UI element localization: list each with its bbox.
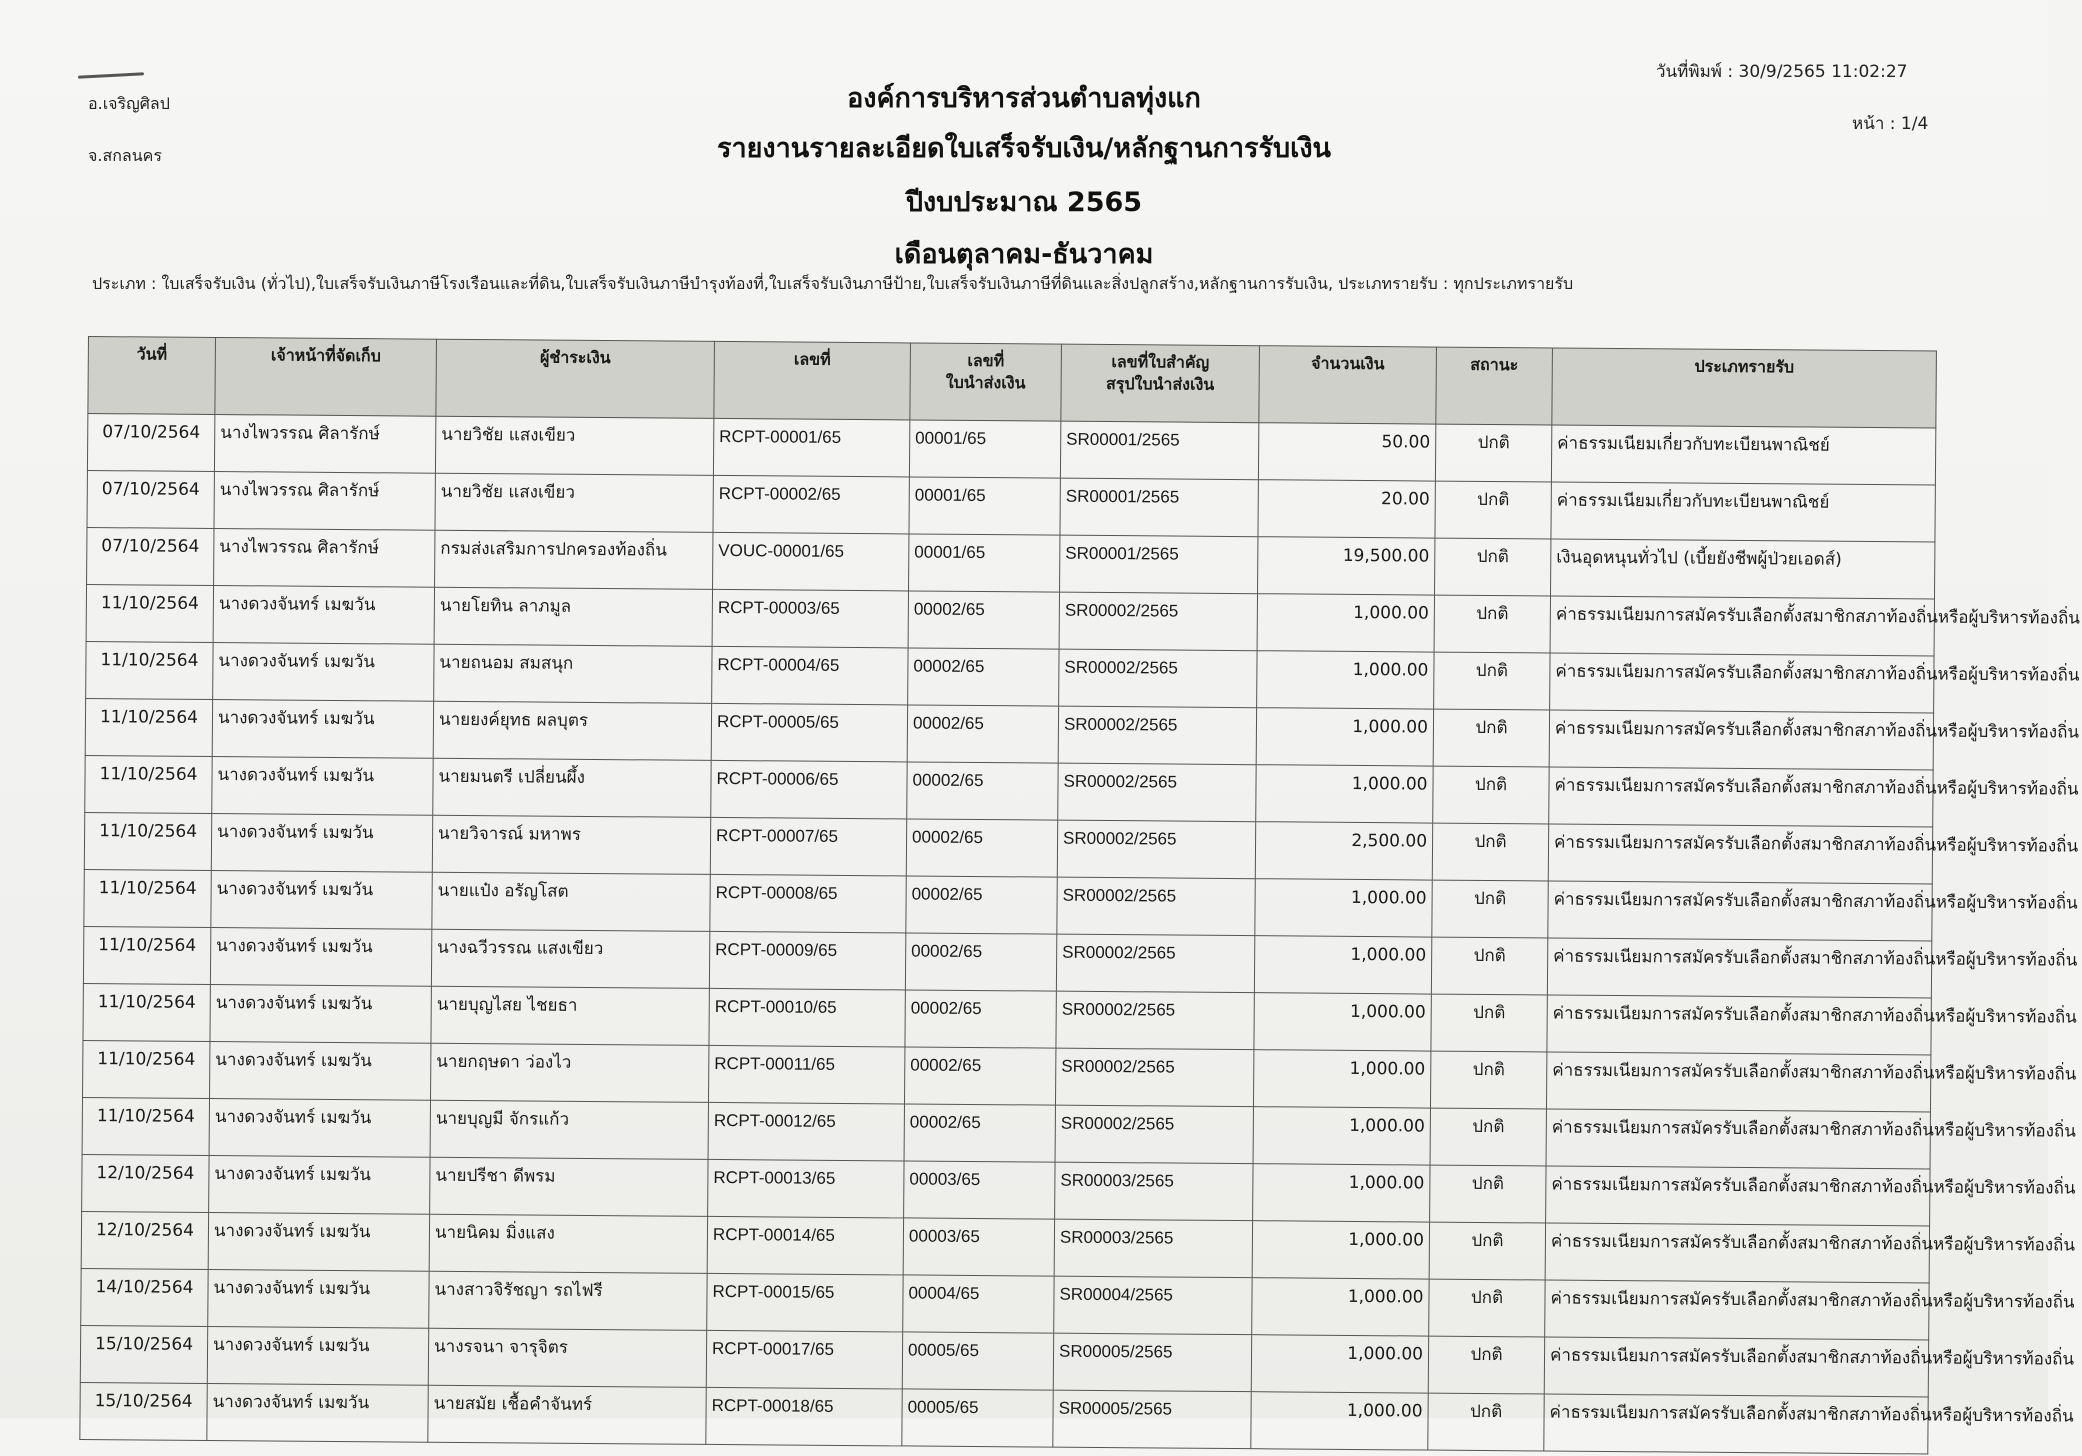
row-date: 07/10/2564 <box>87 527 214 585</box>
col-status-header: สถานะ <box>1436 347 1553 425</box>
row-status: ปกติ <box>1430 1108 1546 1166</box>
report-title: รายงานรายละเอียดใบเสร็จรับเงิน/หลักฐานการรับเงิน <box>716 133 1332 164</box>
row-summary-number: SR00001/2565 <box>1060 535 1258 594</box>
row-deposit-number: 00002/65 <box>905 933 1056 991</box>
row-payer: นางสาวจิรัชญา รถไฟรี <box>429 1271 707 1330</box>
row-amount: 1,000.00 <box>1251 1335 1428 1393</box>
row-deposit-number: 00002/65 <box>908 648 1059 706</box>
row-receipt-number: RCPT-00018/65 <box>706 1387 902 1446</box>
page-number: หน้า : 1/4 <box>1852 114 1929 134</box>
row-receipt-number: RCPT-00017/65 <box>706 1330 902 1389</box>
row-payer: นายวิชัย แสงเขียว <box>435 416 713 475</box>
row-amount: 1,000.00 <box>1252 1221 1429 1279</box>
row-income-type: ค่าธรรมเนียมการสมัครรับเลือกตั้งสมาชิกสภาท้องถิ่นหรือผู้บริหารท้องถิ่น <box>1549 710 1933 770</box>
row-date: 15/10/2564 <box>80 1382 207 1440</box>
row-payer: กรมส่งเสริมการปกครองท้องถิ่น <box>435 530 713 589</box>
fiscal-year-title: ปีงบประมาณ 2565 <box>905 187 1143 218</box>
row-date: 11/10/2564 <box>83 1040 210 1098</box>
row-date: 14/10/2564 <box>81 1268 208 1326</box>
row-date: 11/10/2564 <box>83 983 210 1041</box>
org-title: องค์การบริหารส่วนตำบลทุ่งแก <box>847 83 1201 114</box>
row-date: 11/10/2564 <box>86 641 213 699</box>
row-officer: นางดวงจันทร์ เมฆวัน <box>208 1212 429 1271</box>
row-date: 11/10/2564 <box>84 869 211 927</box>
row-officer: นางดวงจันทร์ เมฆวัน <box>212 699 433 758</box>
row-officer: นางดวงจันทร์ เมฆวัน <box>208 1269 429 1328</box>
row-payer: นายบุญมี จักรแก้ว <box>430 1100 708 1159</box>
row-payer: นายแป๋ง อรัญโสต <box>432 872 710 931</box>
row-officer: นางไพวรรณ ศิลารักษ์ <box>214 414 435 473</box>
row-date: 11/10/2564 <box>85 755 212 813</box>
row-summary-number: SR00005/2565 <box>1053 1390 1251 1449</box>
row-summary-number: SR00002/2565 <box>1055 1105 1253 1164</box>
row-payer: นายบุญไสย ไชยธา <box>431 986 709 1045</box>
col-deposit-header <box>910 343 1062 421</box>
row-deposit-number: 00002/65 <box>908 591 1059 649</box>
row-date: 07/10/2564 <box>87 414 214 472</box>
row-date: 11/10/2564 <box>83 926 210 984</box>
row-date: 12/10/2564 <box>81 1211 208 1269</box>
row-summary-number: SR00003/2565 <box>1054 1219 1252 1278</box>
row-income-type: ค่าธรรมเนียมการสมัครรับเลือกตั้งสมาชิกสภาท้องถิ่นหรือผู้บริหารท้องถิ่น <box>1545 1223 1929 1283</box>
row-officer: นางดวงจันทร์ เมฆวัน <box>212 756 433 815</box>
table-body <box>80 414 2080 1454</box>
row-payer: นายถนอม สมสนุก <box>434 644 712 703</box>
row-summary-number: SR00001/2565 <box>1060 421 1258 480</box>
row-amount: 1,000.00 <box>1253 1164 1430 1222</box>
row-income-type: เงินอุดหนุนทั่วไป (เบี้ยยังชีพผู้ป่วยเอดส์) <box>1551 539 1935 599</box>
row-summary-number: SR00002/2565 <box>1056 934 1254 993</box>
row-receipt-number: RCPT-00003/65 <box>712 589 908 648</box>
row-receipt-number: RCPT-00006/65 <box>711 760 907 819</box>
col-officer-header: เจ้าหน้าที่จัดเก็บ <box>215 338 437 417</box>
row-status: ปกติ <box>1430 1165 1546 1223</box>
row-receipt-number: RCPT-00009/65 <box>709 931 905 990</box>
row-deposit-number: 00005/65 <box>902 1389 1053 1447</box>
row-deposit-number: 00002/65 <box>904 1047 1055 1105</box>
row-amount: 1,000.00 <box>1253 1050 1430 1108</box>
row-income-type: ค่าธรรมเนียมการสมัครรับเลือกตั้งสมาชิกสภาท้องถิ่นหรือผู้บริหารท้องถิ่น <box>1550 596 1934 656</box>
deposit-header-line1: เลขที่ <box>967 350 1005 371</box>
row-deposit-number: 00005/65 <box>902 1332 1053 1390</box>
row-deposit-number: 00003/65 <box>903 1218 1054 1276</box>
row-summary-number: SR00002/2565 <box>1058 763 1256 822</box>
row-amount: 1,000.00 <box>1256 765 1433 823</box>
row-status: ปกติ <box>1434 595 1550 653</box>
row-amount: 1,000.00 <box>1254 993 1431 1051</box>
col-summary-header <box>1061 344 1260 423</box>
row-income-type: ค่าธรรมเนียมการสมัครรับเลือกตั้งสมาชิกสภาท้องถิ่นหรือผู้บริหารท้องถิ่น <box>1544 1337 1928 1397</box>
row-summary-number: SR00002/2565 <box>1057 877 1255 936</box>
row-income-type: ค่าธรรมเนียมการสมัครรับเลือกตั้งสมาชิกสภาท้องถิ่นหรือผู้บริหารท้องถิ่น <box>1546 1166 1930 1226</box>
row-officer: นางดวงจันทร์ เมฆวัน <box>213 585 434 644</box>
row-status: ปกติ <box>1432 823 1548 881</box>
row-officer: นางดวงจันทร์ เมฆวัน <box>209 1098 430 1157</box>
row-income-type: ค่าธรรมเนียมการสมัครรับเลือกตั้งสมาชิกสภาท้องถิ่นหรือผู้บริหารท้องถิ่น <box>1546 1052 1930 1112</box>
row-receipt-number: RCPT-00005/65 <box>711 703 907 762</box>
row-status: ปกติ <box>1430 1051 1546 1109</box>
row-officer: นางดวงจันทร์ เมฆวัน <box>207 1326 428 1385</box>
row-income-type: ค่าธรรมเนียมเกี่ยวกับทะเบียนพาณิชย์ <box>1551 482 1935 542</box>
row-officer: นางดวงจันทร์ เมฆวัน <box>210 984 431 1043</box>
row-payer: นายวิจารณ์ มหาพร <box>432 815 710 874</box>
months-title: เดือนตุลาคม-ธันวาคม <box>894 239 1154 270</box>
row-status: ปกติ <box>1435 424 1551 482</box>
col-number-header: เลขที่ <box>714 341 911 420</box>
row-income-type: ค่าธรรมเนียมการสมัครรับเลือกตั้งสมาชิกสภาท้องถิ่นหรือผู้บริหารท้องถิ่น <box>1550 653 1934 713</box>
row-date: 07/10/2564 <box>87 470 214 528</box>
row-status: ปกติ <box>1429 1222 1545 1280</box>
row-receipt-number: VOUC-00001/65 <box>713 532 909 591</box>
row-deposit-number: 00001/65 <box>909 534 1060 592</box>
row-receipt-number: RCPT-00014/65 <box>707 1216 903 1275</box>
row-date: 12/10/2564 <box>82 1154 209 1212</box>
row-amount: 19,500.00 <box>1258 537 1435 595</box>
row-status: ปกติ <box>1428 1336 1544 1394</box>
row-receipt-number: RCPT-00015/65 <box>707 1273 903 1332</box>
row-income-type: ค่าธรรมเนียมการสมัครรับเลือกตั้งสมาชิกสภาท้องถิ่นหรือผู้บริหารท้องถิ่น <box>1547 995 1931 1055</box>
row-deposit-number: 00002/65 <box>907 762 1058 820</box>
row-status: ปกติ <box>1435 481 1551 539</box>
row-officer: นางดวงจันทร์ เมฆวัน <box>209 1155 430 1214</box>
summary-header-line2: สรุปใบนำส่งเงิน <box>1105 373 1215 394</box>
row-date: 11/10/2564 <box>84 812 211 870</box>
row-summary-number: SR00005/2565 <box>1053 1333 1251 1392</box>
row-amount: 1,000.00 <box>1251 1392 1428 1450</box>
row-date: 11/10/2564 <box>86 584 213 642</box>
row-payer: นายสมัย เชื้อคำจันทร์ <box>428 1385 706 1444</box>
row-status: ปกติ <box>1431 994 1547 1052</box>
row-status: ปกติ <box>1433 766 1549 824</box>
col-amount-header: จำนวนเงิน <box>1259 346 1437 424</box>
row-receipt-number: RCPT-00013/65 <box>708 1159 904 1218</box>
row-amount: 1,000.00 <box>1257 594 1434 652</box>
row-deposit-number: 00001/65 <box>909 477 1060 535</box>
row-summary-number: SR00002/2565 <box>1058 706 1256 765</box>
row-officer: นางดวงจันทร์ เมฆวัน <box>211 870 432 929</box>
row-deposit-number: 00002/65 <box>905 990 1056 1048</box>
row-receipt-number: RCPT-00007/65 <box>710 817 906 876</box>
row-summary-number: SR00002/2565 <box>1059 649 1257 708</box>
row-amount: 2,500.00 <box>1255 822 1432 880</box>
row-amount: 1,000.00 <box>1256 708 1433 766</box>
row-summary-number: SR00001/2565 <box>1060 478 1258 537</box>
row-receipt-number: RCPT-00010/65 <box>709 988 905 1047</box>
row-date: 11/10/2564 <box>85 698 212 756</box>
district-label: อ.เจริญศิลป <box>88 94 170 113</box>
row-summary-number: SR00004/2565 <box>1054 1276 1252 1335</box>
row-status: ปกติ <box>1432 880 1548 938</box>
row-date: 15/10/2564 <box>80 1325 207 1383</box>
row-income-type: ค่าธรรมเนียมการสมัครรับเลือกตั้งสมาชิกสภาท้องถิ่นหรือผู้บริหารท้องถิ่น <box>1548 881 1932 941</box>
row-officer: นางไพวรรณ ศิลารักษ์ <box>214 471 435 530</box>
row-summary-number: SR00002/2565 <box>1056 991 1254 1050</box>
row-deposit-number: 00002/65 <box>906 876 1057 934</box>
row-amount: 1,000.00 <box>1253 1107 1430 1165</box>
row-amount: 1,000.00 <box>1254 936 1431 994</box>
row-status: ปกติ <box>1435 538 1551 596</box>
row-payer: นายมนตรี เปลี่ยนผึ้ง <box>433 758 711 817</box>
row-income-type: ค่าธรรมเนียมการสมัครรับเลือกตั้งสมาชิกสภาท้องถิ่นหรือผู้บริหารท้องถิ่น <box>1549 767 1933 827</box>
row-summary-number: SR00002/2565 <box>1059 592 1257 651</box>
row-officer: นางไพวรรณ ศิลารักษ์ <box>214 528 435 587</box>
row-receipt-number: RCPT-00011/65 <box>708 1045 904 1104</box>
row-amount: 50.00 <box>1258 423 1435 481</box>
row-status: ปกติ <box>1433 709 1549 767</box>
row-deposit-number: 00004/65 <box>903 1275 1054 1333</box>
row-amount: 1,000.00 <box>1255 879 1432 937</box>
row-receipt-number: RCPT-00002/65 <box>713 475 909 534</box>
row-status: ปกติ <box>1434 652 1550 710</box>
row-deposit-number: 00002/65 <box>906 819 1057 877</box>
table-header-row <box>88 337 1937 429</box>
row-income-type: ค่าธรรมเนียมการสมัครรับเลือกตั้งสมาชิกสภาท้องถิ่นหรือผู้บริหารท้องถิ่น <box>1545 1280 1929 1340</box>
deposit-header-line2: ใบนำส่งเงิน <box>945 372 1026 393</box>
col-income-type-header: ประเภทรายรับ <box>1552 348 1937 428</box>
row-payer: นายนิคม มิ่งแสง <box>429 1214 707 1273</box>
row-deposit-number: 00001/65 <box>909 420 1060 478</box>
row-payer: นายกฤษดา ว่องไว <box>431 1043 709 1102</box>
receipt-types-line: ประเภท : ใบเสร็จรับเงิน (ทั่วไป),ใบเสร็จรับเงินภาษีโรงเรือนและที่ดิน,ใบเสร็จรับเงินภาษีบำรุงท้องที่,ใบเสร็จรับเงินภาษีป้าย,ใบเสร็จรับเงินภาษีที่ดินและสิ่งปลูกสร้าง,หลักฐานการรับเงิน, ประเภทรายรับ : ทุกประเภทรายรับ <box>92 274 1574 293</box>
row-status: ปกติ <box>1431 937 1547 995</box>
row-summary-number: SR00002/2565 <box>1055 1048 1253 1107</box>
row-status: ปกติ <box>1428 1393 1544 1451</box>
row-officer: นางดวงจันทร์ เมฆวัน <box>210 1041 431 1100</box>
row-payer: นางรจนา จารุจิตร <box>428 1328 706 1387</box>
row-payer: นายโยทิน ลาภมูล <box>434 587 712 646</box>
row-officer: นางดวงจันทร์ เมฆวัน <box>210 927 431 986</box>
row-receipt-number: RCPT-00001/65 <box>713 418 909 477</box>
col-payer-header: ผู้ชำระเงิน <box>436 339 715 418</box>
row-deposit-number: 00002/65 <box>907 705 1058 763</box>
row-officer: นางดวงจันทร์ เมฆวัน <box>213 642 434 701</box>
row-receipt-number: RCPT-00004/65 <box>712 646 908 705</box>
row-income-type: ค่าธรรมเนียมการสมัครรับเลือกตั้งสมาชิกสภาท้องถิ่นหรือผู้บริหารท้องถิ่น <box>1548 824 1932 884</box>
row-income-type: ค่าธรรมเนียมเกี่ยวกับทะเบียนพาณิชย์ <box>1551 425 1935 485</box>
row-officer: นางดวงจันทร์ เมฆวัน <box>207 1383 428 1442</box>
receipts-table <box>79 336 2080 1454</box>
summary-header-line1: เลขที่ใบสำคัญ <box>1111 352 1210 372</box>
row-payer: นางฉวีวรรณ แสงเขียว <box>431 929 709 988</box>
row-income-type: ค่าธรรมเนียมการสมัครรับเลือกตั้งสมาชิกสภาท้องถิ่นหรือผู้บริหารท้องถิ่น <box>1544 1394 1928 1454</box>
row-payer: นายยงค์ยุทธ ผลบุตร <box>433 701 711 760</box>
province-label: จ.สกลนคร <box>88 146 162 165</box>
row-income-type: ค่าธรรมเนียมการสมัครรับเลือกตั้งสมาชิกสภาท้องถิ่นหรือผู้บริหารท้องถิ่น <box>1547 938 1931 998</box>
row-deposit-number: 00003/65 <box>904 1161 1055 1219</box>
row-payer: นายวิชัย แสงเขียว <box>435 473 713 532</box>
row-summary-number: SR00002/2565 <box>1057 820 1255 879</box>
col-date-header: วันที่ <box>88 337 216 415</box>
row-income-type: ค่าธรรมเนียมการสมัครรับเลือกตั้งสมาชิกสภาท้องถิ่นหรือผู้บริหารท้องถิ่น <box>1546 1109 1930 1169</box>
row-date: 11/10/2564 <box>82 1097 209 1155</box>
row-summary-number: SR00003/2565 <box>1055 1162 1253 1221</box>
row-amount: 20.00 <box>1258 480 1435 538</box>
row-amount: 1,000.00 <box>1257 651 1434 709</box>
row-payer: นายปรีชา ดีพรม <box>430 1157 708 1216</box>
row-amount: 1,000.00 <box>1252 1278 1429 1336</box>
row-status: ปกติ <box>1429 1279 1545 1337</box>
row-receipt-number: RCPT-00012/65 <box>708 1102 904 1161</box>
print-date: วันที่พิมพ์ : 30/9/2565 11:02:27 <box>1656 62 1908 82</box>
row-officer: นางดวงจันทร์ เมฆวัน <box>211 813 432 872</box>
row-receipt-number: RCPT-00008/65 <box>710 874 906 933</box>
row-deposit-number: 00002/65 <box>904 1104 1055 1162</box>
